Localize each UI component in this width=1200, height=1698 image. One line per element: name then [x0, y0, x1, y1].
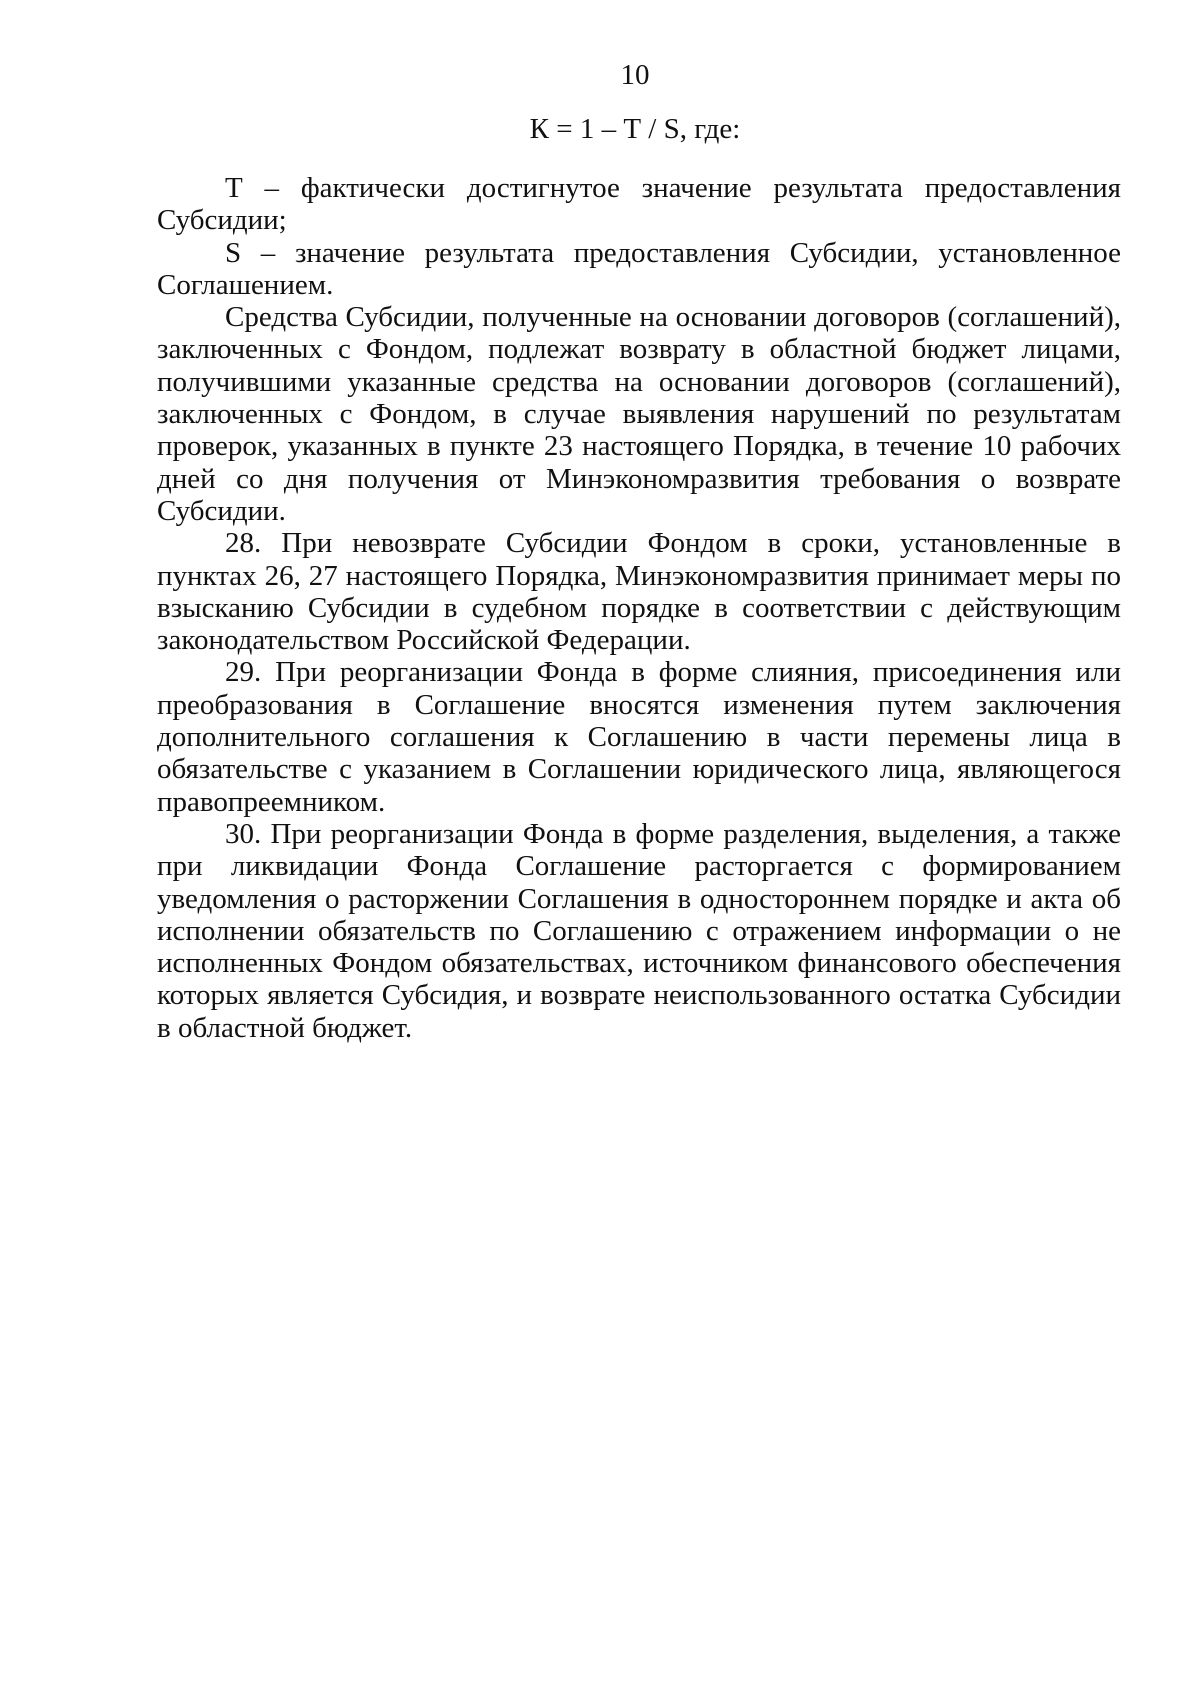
s-definition-paragraph: S – значение результата предоставления Субсидии, установленное Соглашением. — [157, 236, 1121, 301]
formula: К = 1 – Т / S, где: — [529, 113, 741, 145]
document-body — [157, 172, 1121, 1044]
clause-30-paragraph: 30. При реорганизации Фонда в форме разделения, выделения, а также при ликвидации Фонда Соглашение расторгается с формированием уведомления о расторжении Соглашения в одностороннем порядке и акта об исполнении обязательств по Соглашению с отражением информации о не исполненных Фондом обязательствах, источником финансового обеспечения которых является Субсидия, и возврате неиспользованного остатка Субсидии в областной бюджет. — [157, 817, 1121, 1044]
page-number: 10 — [620, 59, 650, 91]
clause-28-paragraph: 28. При невозврате Субсидии Фондом в сроки, установленные в пунктах 26, 27 настоящего Порядка, Минэкономразвития принимает меры по взысканию Субсидии в судебном порядке в соответствии с действующим законодательством Российской Федерации. — [157, 527, 1121, 657]
t-definition-paragraph: Т – фактически достигнутое значение результата предоставления Субсидии; — [157, 172, 1121, 237]
clause-29-paragraph: 29. При реорганизации Фонда в форме слияния, присоединения или преобразования в Соглашение вносятся изменения путем заключения дополнительного соглашения к Соглашению в части перемены лица в обязательстве с указанием в Соглашении юридического лица, являющегося правопреемником. — [157, 656, 1121, 818]
funds-return-paragraph: Средства Субсидии, полученные на основании договоров (соглашений), заключенных с Фондом, подлежат возврату в областной бюджет лицами, получившими указанные средства на основании договоров (соглашений), заключенных с Фондом, в случае выявления нарушений по результатам проверок, указанных в пункте 23 настоящего Порядка, в течение 10 рабочих дней со дня получения от Минэкономразвития требования о возврате Субсидии. — [157, 301, 1121, 527]
